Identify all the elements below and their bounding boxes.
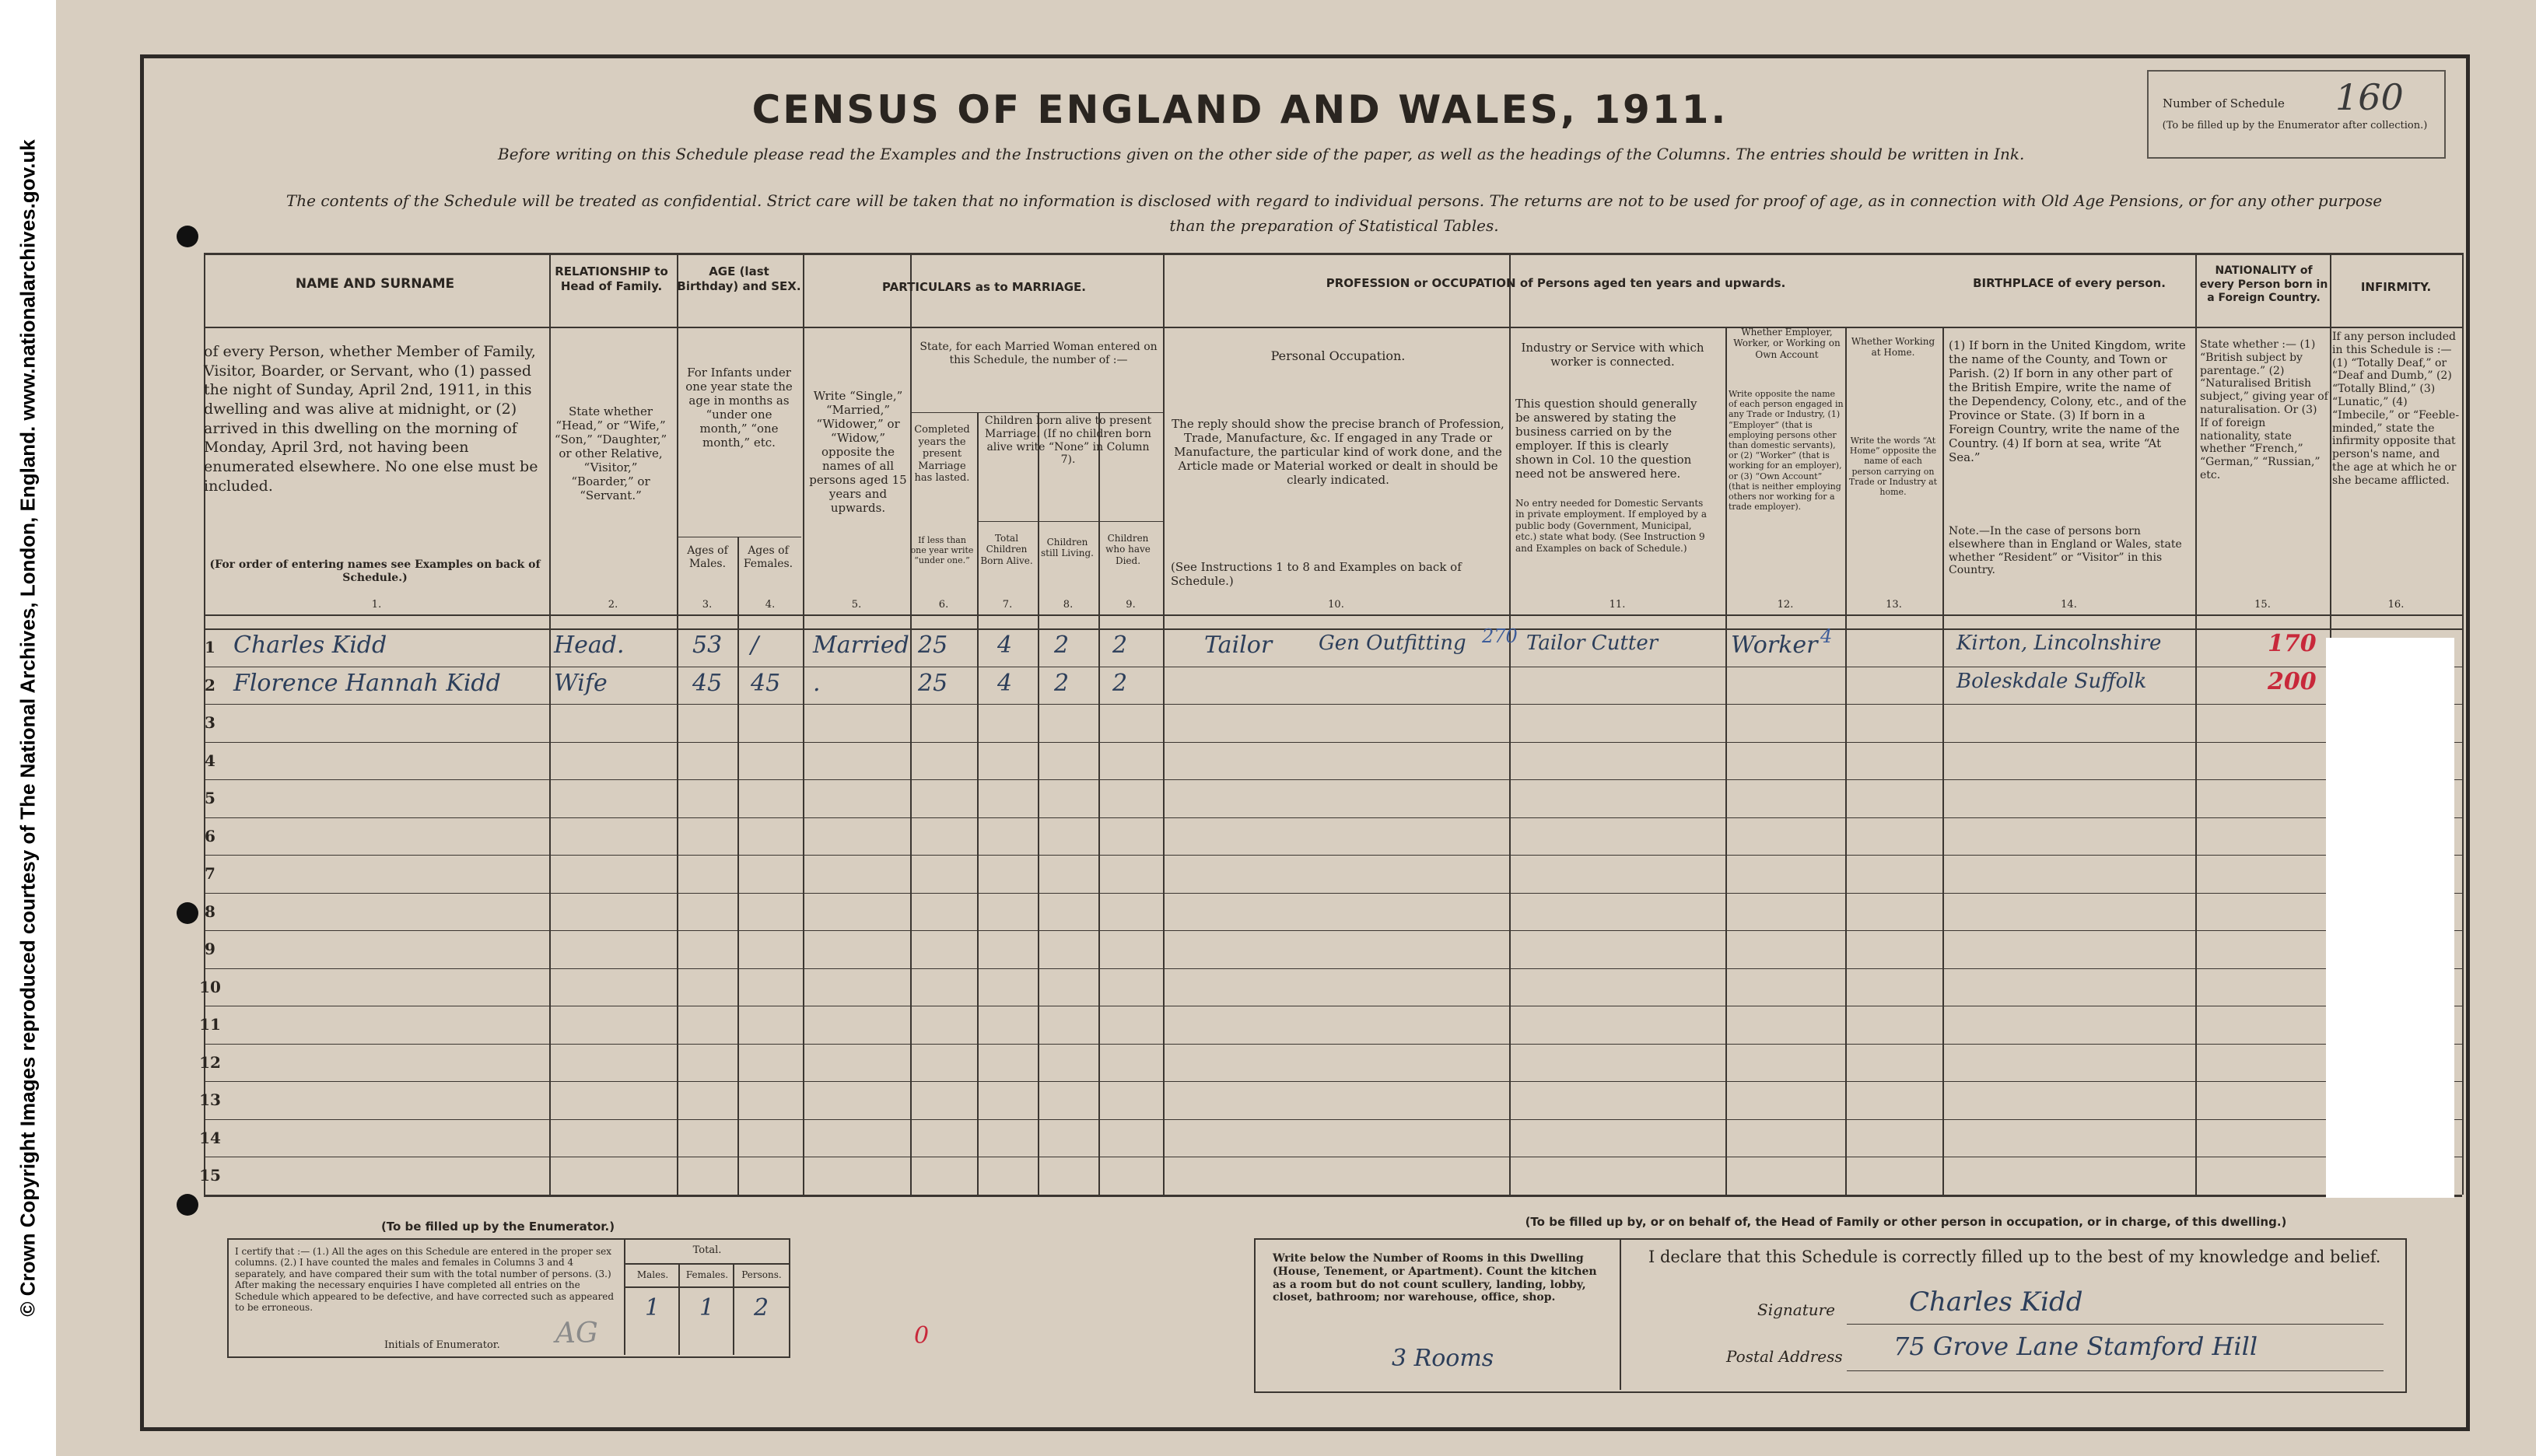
cell-relationship: Head. [554, 632, 625, 659]
row-number: 11 [199, 1015, 221, 1034]
row-number: 2 [205, 675, 215, 695]
column-rule [549, 253, 551, 1195]
persons-label: Persons. [741, 1269, 782, 1280]
head-section-box [1254, 1238, 2407, 1393]
row-rule [204, 1044, 2462, 1045]
enumerator-heading: (To be filled up by the Enumerator.) [380, 1220, 615, 1234]
cell-marital: . [813, 669, 821, 697]
rooms-instruction: Write below the Number of Rooms in this Dwelling (House, Tenement, or Apartment). Count the kitchen as a room but do not count scullery, landing, lobby, closet, bathroom; nor warehouse, office, shop. [1273, 1252, 1597, 1304]
cell-years-married: 25 [918, 669, 948, 697]
row-number: 15 [199, 1166, 221, 1185]
header-name: NAME AND SURNAME [295, 276, 455, 292]
column-rule [803, 253, 804, 1195]
cell-name: Charles Kidd [233, 632, 387, 659]
column-rule [1509, 253, 1511, 1195]
row-number: 13 [199, 1090, 221, 1109]
row-rule [204, 1119, 2462, 1120]
row-start-rule [204, 628, 2462, 630]
column-number: 6. [938, 599, 949, 611]
column-rule [1163, 253, 1165, 1195]
column-rule [2462, 253, 2464, 1195]
schedule-note: (To be filled up by the Enumerator after collection.) [2162, 120, 2428, 131]
redaction-block [2326, 638, 2454, 1198]
column-rule [2195, 253, 2197, 1195]
row-number: 5 [205, 789, 215, 807]
column-number: 14. [2061, 599, 2077, 611]
relationship-description: State whether “Head,” or “Wife,” “Son,” “Daughter,” or other Relative, “Visitor,” “Boarder,” or “Servant.” [554, 404, 667, 502]
nationality-desc: State whether :— (1) “British subject by parentage.” (2) “Naturalised British subject,” giving year of naturalisation. Or (3) If of foreign nationality, state whether “French,” “German,” “Russian,” etc. [2200, 338, 2328, 481]
column-rule [1845, 327, 1847, 1195]
schedule-label: Number of Schedule [2163, 96, 2285, 110]
declaration-text: I declare that this Schedule is correctly filled up to the best of my knowledge and belief. [1648, 1248, 2381, 1266]
row-rule [204, 930, 2462, 931]
column-number: 5. [851, 599, 862, 611]
males-label: Males. [636, 1269, 669, 1280]
row-rule [204, 817, 2462, 818]
birthplace-code: 170 [2268, 630, 2317, 657]
industry-label: Industry or Service with which worker is connected. [1521, 341, 1704, 369]
females-total: 1 [699, 1294, 715, 1321]
copyright-text: © Crown Copyright Images reproduced courtesy of The National Archives, London, England. www.nationalarchives.gov.uk [16, 139, 40, 1317]
row-number: 10 [199, 977, 221, 996]
row-rule [204, 968, 2462, 969]
address-value: 75 Grove Lane Stamford Hill [1893, 1332, 2258, 1361]
row-number: 6 [205, 826, 215, 845]
column-number-rule [204, 614, 2462, 616]
row-rule [204, 1081, 2462, 1082]
name-description: of every Person, whether Member of Family, Visitor, Boarder, or Servant, who (1) passed the night of Sunday, April 2nd, 1911, in this dwelling and was alive at midnight, or (2) arrived in this dwelling on the morning of Monday, April 3rd, not having been enumerated elsewhere. No one else must be included. [204, 343, 538, 495]
children-alive-note: Children born alive to present Marriage. (If no children born alive write “None” in Column 7). [984, 415, 1152, 467]
cell-children-born: 4 [997, 669, 1013, 697]
column-number: 1. [371, 599, 382, 611]
cell-occupation: Tailor [1204, 632, 1273, 659]
still-living-label: Children still Living. [1041, 537, 1094, 559]
birthplace-desc: (1) If born in the United Kingdom, write the name of the County, and Town or Parish. (2) If born in any other part of the British Empire, write the name of the Dependency, Colony, etc., and of the Province or State. (3) If born in a Foreign Country, write the name of the Country. (4) If born at sea, write “At Sea.” [1949, 338, 2187, 464]
cell-male-age: 53 [692, 632, 723, 659]
persons-total: 2 [754, 1294, 769, 1321]
at-home-label: Whether Working at Home. [1851, 336, 1935, 359]
header-nationality: NATIONALITY of every Person born in a Foreign Country. [2199, 264, 2328, 304]
rooms-count: 3 Rooms [1392, 1345, 1494, 1372]
cell-children-born: 4 [997, 632, 1013, 659]
column-rule [1942, 327, 1944, 1195]
header-marriage: PARTICULARS as to MARRIAGE. [882, 280, 1086, 294]
males-total: 1 [645, 1294, 660, 1321]
personal-occupation-desc: The reply should show the precise branch of Profession, Trade, Manufacture, &c. If engaged in any Trade or Manufacture, the particular kind of work done, and the Article made or Material worked or dealt in should be clearly indicated. [1172, 417, 1504, 487]
enumerator-certify: I certify that :— (1.) All the ages on this Schedule are entered in the proper sex columns. (2.) I have counted the males and females in Columns 3 and 4 separately, and have compared their sum with the total number of persons. (3.) After making the necessary enquiries I have completed all entries on the Schedule which appeared to be defective, and have corrected such as appeared to be erroneous. [235, 1246, 615, 1313]
cell-birthplace: Boleskdale Suffolk [1956, 669, 2147, 693]
married-woman-note: State, for each Married Woman entered on this Schedule, the number of :— [919, 341, 1158, 366]
header-relationship: RELATIONSHIP to Head of Family. [555, 264, 668, 293]
have-died-label: Children who have Died. [1105, 533, 1151, 566]
column-number: 4. [765, 599, 776, 611]
row-rule [204, 779, 2462, 780]
enumerator-initials: AG [555, 1318, 598, 1349]
header-age: AGE (last Birthday) and SEX. [677, 264, 801, 293]
total-label: Total. [692, 1244, 722, 1256]
cell-years-married: 25 [918, 632, 948, 659]
occupation-code: 270 [1482, 625, 1518, 647]
cell-female-age: / [751, 632, 759, 659]
column-number: 13. [1886, 599, 1902, 611]
cell-children-living: 2 [1054, 669, 1070, 697]
subheader-rule [204, 327, 2462, 328]
row-rule [204, 893, 2462, 894]
instruction-line-2: The contents of the Schedule will be treated as confidential. Strict care will be taken that no information is disclosed with regard to individual persons. The returns are not to be used for proof of age, as in connection with Old Age Pensions, or for any other purpose [285, 191, 2383, 210]
cell-industry: Tailor Cutter [1526, 632, 1659, 655]
completed-years-label: Completed years the present Marriage has lasted. [914, 424, 970, 485]
cell-children-living: 2 [1054, 632, 1070, 659]
industry-note: No entry needed for Domestic Servants in private employment. If employed by a public body (Government, Municipal, etc.) state what body. (See Instruction 9 and Examples on back of Schedule.) [1515, 498, 1707, 554]
ages-females-label: Ages of Females. [743, 544, 793, 570]
row-rule [204, 855, 2462, 856]
column-number: 11. [1609, 599, 1626, 611]
initials-label: Initials of Enumerator. [384, 1339, 500, 1351]
column-rule [1038, 412, 1039, 1195]
children-sub-rule [977, 521, 1163, 522]
instruction-line-3: than the preparation of Statistical Tables. [1169, 216, 1499, 235]
head-section-heading: (To be filled up by, or on behalf of, the Head of Family or other person in occupation, or in charge, of this dwelling.) [1525, 1215, 2287, 1229]
row-number: 4 [205, 751, 215, 770]
enumerator-extra-mark: 0 [914, 1322, 930, 1349]
row-number: 12 [199, 1052, 221, 1072]
copyright-strip [0, 0, 56, 1456]
column-number: 9. [1126, 599, 1136, 611]
marriage-sub-rule [910, 412, 1163, 413]
cell-birthplace: Kirton, Lincolnshire [1956, 632, 2162, 655]
females-label: Females. [685, 1269, 729, 1280]
employer-desc: Write opposite the name of each person engaged in any Trade or Industry, (1) “Employer” (that is employing persons other than domestic servants), or (2) “Worker” (that is working for an employer), or (3) “Own Account” (that is neither employing others nor working for a trade employer). [1729, 389, 1844, 513]
cell-children-died: 2 [1112, 669, 1128, 697]
column-number: 16. [2387, 599, 2405, 611]
cell-marital: Married [813, 632, 909, 659]
age-infants-note: For Infants under one year state the age in months as “under one month,” “one month,” etc. [685, 366, 793, 450]
column-rule [977, 412, 979, 1195]
row-number: 1 [205, 638, 215, 656]
birthplace-code: 200 [2268, 667, 2317, 695]
column-rule [737, 537, 739, 1195]
signature-label: Signature [1757, 1300, 1836, 1319]
employer-code: 4 [1820, 625, 1833, 647]
header-birthplace: BIRTHPLACE of every person. [1973, 276, 2166, 290]
signature-value: Charles Kidd [1909, 1286, 2083, 1318]
ages-males-label: Ages of Males. [687, 544, 728, 570]
cell-relationship: Wife [554, 669, 608, 697]
cell-children-died: 2 [1112, 632, 1128, 659]
column-number: 12. [1777, 599, 1794, 611]
cell-female-age: 45 [751, 669, 781, 697]
column-number: 3. [702, 599, 713, 611]
address-label: Postal Address [1726, 1347, 1843, 1366]
row-rule [204, 742, 2462, 743]
row-number: 3 [205, 713, 215, 732]
column-rule [1098, 412, 1100, 1195]
personal-occupation-note: (See Instructions 1 to 8 and Examples on back of Schedule.) [1171, 560, 1462, 588]
cell-male-age: 45 [692, 669, 723, 697]
employer-label: Whether Employer, Worker, or Working on Own Account [1733, 327, 1841, 360]
column-rule [677, 253, 678, 1195]
column-number: 10. [1328, 599, 1344, 611]
page-title: CENSUS OF ENGLAND AND WALES, 1911. [751, 87, 1729, 132]
column-number: 15. [2254, 599, 2271, 611]
enumerator-box [227, 1238, 790, 1358]
industry-desc: This question should generally be answered by stating the business carried on by the employer. If this is clearly shown in Col. 10 the question need not be answered here. [1515, 397, 1697, 481]
row-number: 9 [205, 940, 215, 958]
less-than-one-note: If less than one year write “under one.” [910, 535, 974, 566]
personal-occupation-label: Personal Occupation. [1270, 348, 1406, 363]
birthplace-note: Note.—In the case of persons born elsewhere than in England or Wales, state whether “Resident” or “Visitor” in this Country. [1949, 525, 2182, 577]
row-number: 14 [199, 1128, 221, 1147]
instruction-line-1: Before writing on this Schedule please read the Examples and the Instructions given on the other side of the paper, as well as the headings of the Columns. The entries should be written in Ink. [498, 145, 2025, 163]
total-born-label: Total Children Born Alive. [980, 533, 1033, 566]
at-home-desc: Write the words “At Home” opposite the name of each person carrying on Trade or Industry at home. [1848, 436, 1938, 497]
row-number: 7 [205, 864, 215, 883]
schedule-number: 160 [2335, 76, 2404, 118]
row-number: 8 [205, 901, 215, 921]
name-order-note: (For order of entering names see Examples on back of Schedule.) [209, 558, 541, 584]
header-profession: PROFESSION or OCCUPATION of Persons aged ten years and upwards. [1326, 276, 1786, 290]
column-number: 8. [1063, 599, 1074, 611]
column-rule [1725, 327, 1727, 1195]
marital-description: Write “Single,” “Married,” “Widower,” or “Widow,” opposite the names of all persons aged 15 years and upwards. [809, 389, 907, 515]
table-bottom-rule [204, 1195, 2462, 1197]
cell-occupation-extra: Gen Outfitting [1319, 632, 1466, 655]
table-top-rule [204, 253, 2462, 255]
column-number: 2. [608, 599, 618, 611]
infirmity-desc: If any person included in this Schedule is :— (1) “Totally Deaf,” or “Deaf and Dumb,” (2) “Totally Blind,” (3) “Lunatic,” (4) “Imbecile,” or “Feeble-minded,” state the infirmity opposite that person's name, and the age at which he or she became afflicted. [2332, 331, 2460, 487]
cell-employer: Worker [1731, 632, 1818, 659]
column-number: 7. [1002, 599, 1013, 611]
schedule-number-box [2147, 70, 2446, 159]
row-rule [204, 704, 2462, 705]
cell-name: Florence Hannah Kidd [233, 669, 501, 697]
header-infirmity: INFIRMITY. [2360, 280, 2432, 294]
